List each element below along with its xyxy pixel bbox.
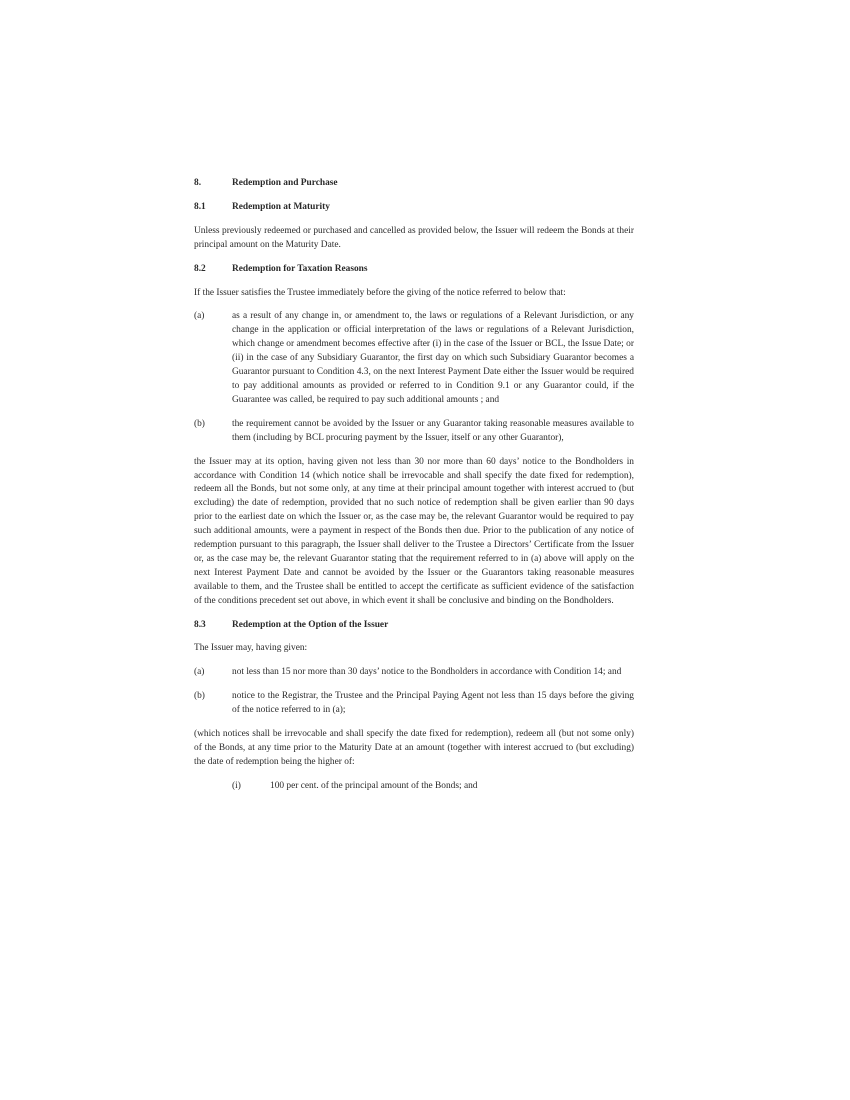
sub-list-item [232,780,634,794]
list-item-label: (a) [194,311,205,322]
list-item [194,310,634,407]
sub-list-item-label: (i) [232,780,241,791]
list-item-label: (b) [194,418,205,429]
section-8-1-text: Unless previously redeemed or purchased and cancelled as provided below, the Issuer will redeem the Bonds at their principal amount on the Maturity Date. [194,225,634,250]
sub-list-item-text: 100 per cent. of the principal amount of the Bonds; and [270,780,478,791]
section-number: 8.2 [194,263,206,274]
section-title: Redemption and Purchase [232,178,338,188]
section-number: 8.3 [194,619,206,630]
section-number: 8.1 [194,201,206,212]
section-8-2-body: the Issuer may at its option, having given not less than 30 nor more than 60 days’ notice to the Bondholders in accordance with Condition 14 (which notice shall be irrevocable and shall specify the date fixed for redemption), redeem all the Bonds, but not some only, at any time at their principal amount together with interest accrued to (but excluding) the date of redemption, provided that no such notice of redemption shall be given earlier than 90 days prior to the earliest date on which the Issuer or, as the case may be, the relevant Guarantor would be required to pay such additional amounts, were a payment in respect of the Bonds then due. Prior to the publication of any notice of redemption pursuant to this paragraph, the Issuer shall deliver to the Trustee a Directors’ Certificate from the Issuer or, as the case may be, the relevant Guarantor stating that the requirement referred to in (a) above will apply on the next Interest Payment Date and cannot be avoided by the Issuer or the Guarantors taking reasonable measures available to them, and the Trustee shall be entitled to accept the certificate as sufficient evidence of the satisfaction of the conditions precedent set out above, in which event it shall be conclusive and binding on the Bondholders. [194,456,634,606]
section-number: 8. [194,178,202,188]
list-item-text: notice to the Registrar, the Trustee and the Principal Paying Agent not less than 15 days before the giving of the notice referred to in (a); [232,691,634,716]
section-8-3-body: (which notices shall be irrevocable and shall specify the date fixed for redemption), redeem all (but not some only) of the Bonds, at any time prior to the Maturity Date at an amount (together with interest accrued to (but excluding) the date of redemption being the higher of: [194,729,634,767]
section-title: Redemption at Maturity [232,201,330,212]
section-title: Redemption for Taxation Reasons [232,263,368,274]
section-8-2-intro: If the Issuer satisfies the Trustee immediately before the giving of the notice referred to below that: [194,287,566,298]
list-item-label: (b) [194,691,205,702]
list-item [194,666,634,680]
document-page [194,177,634,804]
list-item [194,690,634,718]
section-8-heading [194,177,634,191]
list-item-text: not less than 15 nor more than 30 days’ notice to the Bondholders in accordance with Condition 14; and [232,667,622,678]
list-item-text: as a result of any change in, or amendment to, the laws or regulations of a Relevant Jurisdiction, or any change in the application or official interpretation of the laws or regulations of a Relevant Jurisdiction, which change or amendment becomes effective after (i) in the case of the Issuer or BCL, the Issue Date; or (ii) in the case of any Subsidiary Guarantor, the first day on which such Subsidiary Guarantor becomes a Guarantor pursuant to Condition 4.3, on the next Interest Payment Date either the Issuer would be required to pay additional amounts as provided or referred to in Condition 9.1 or any Guarantor could, if the Guarantee was called, be required to pay such additional amounts ; and [232,311,634,405]
list-item [194,418,634,446]
section-8-2-heading [194,263,634,277]
section-8-3-intro: The Issuer may, having given: [194,643,308,654]
section-8-3-heading [194,619,634,633]
section-8-1-heading [194,201,634,215]
list-item-text: the requirement cannot be avoided by the Issuer or any Guarantor taking reasonable measures available to them (including by BCL procuring payment by the Issuer, itself or any other Guarantor), [232,418,634,443]
section-title: Redemption at the Option of the Issuer [232,619,389,630]
list-item-label: (a) [194,667,205,678]
